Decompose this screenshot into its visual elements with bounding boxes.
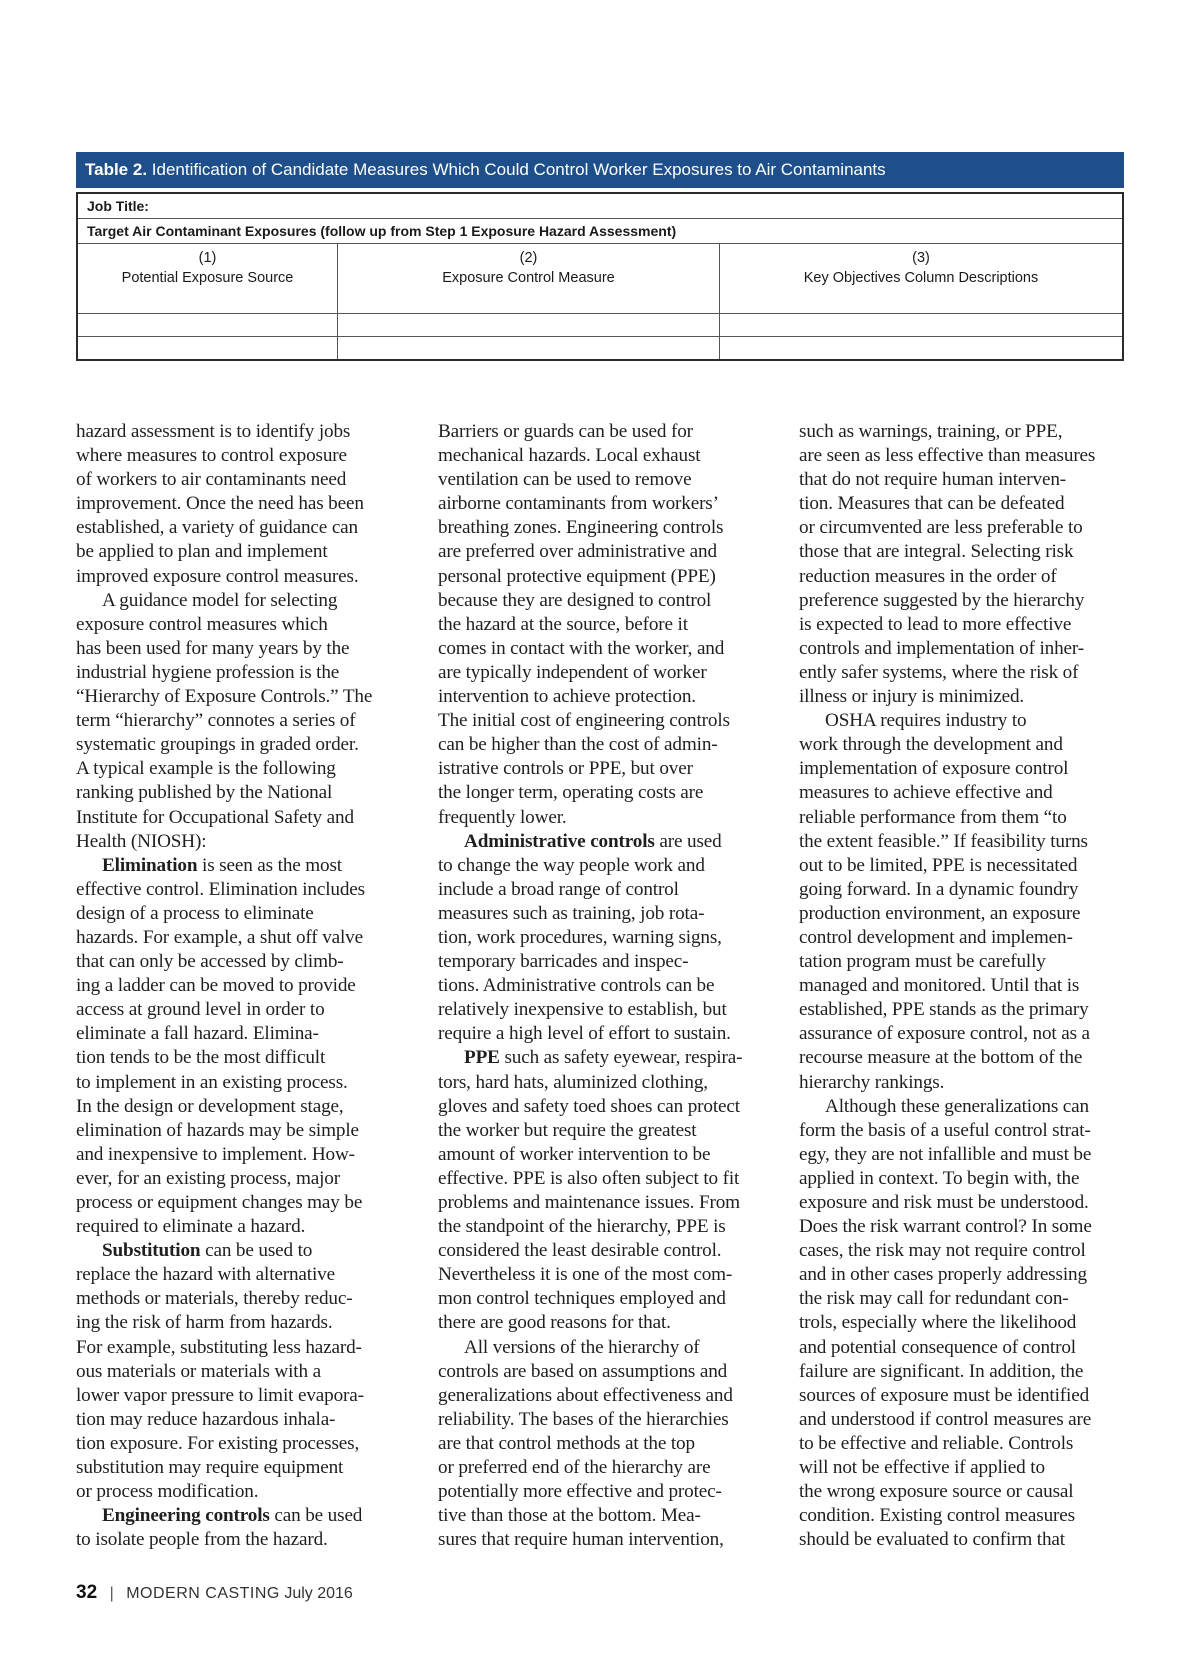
text-line: sures that require human intervention, <box>438 1529 724 1551</box>
text-line: managed and monitored. Until that is <box>799 975 1080 997</box>
text-line: relatively inexpensive to establish, but <box>438 999 727 1021</box>
text-line: trols, especially where the likelihood <box>799 1312 1077 1334</box>
term-substitution: Substitution <box>102 1240 201 1262</box>
table-cell <box>338 337 720 359</box>
text-line: the standpoint of the hierarchy, PPE is <box>438 1216 726 1238</box>
text-line: or preferred end of the hierarchy are <box>438 1457 711 1479</box>
text-line: preference suggested by the hierarchy <box>799 589 1085 611</box>
column-header-3 <box>720 244 1122 313</box>
text-line: breathing zones. Engineering controls <box>438 517 724 539</box>
text-line: are preferred over administrative and <box>438 541 717 563</box>
table-title: Identification of Candidate Measures Which Could Control Worker Exposures to Air Contaminants <box>151 160 886 179</box>
text-line: tive than those at the bottom. Mea- <box>438 1505 701 1527</box>
text-line: the extent feasible.” If feasibility turns <box>799 830 1088 852</box>
text-line: tion. Measures that can be defeated <box>799 493 1065 515</box>
text-line: condition. Existing control measures <box>799 1505 1075 1527</box>
text-line: work through the development and <box>799 734 1063 756</box>
table-2 <box>76 152 1124 361</box>
table-title-bar <box>76 152 1124 188</box>
text-line: amount of worker intervention to be <box>438 1143 711 1165</box>
table-header-row <box>78 244 1122 314</box>
text-line: and potential consequence of control <box>799 1336 1076 1358</box>
text-line: or circumvented are less preferable to <box>799 517 1083 539</box>
text-line <box>438 1046 774 1070</box>
text-line: ous materials or materials with a <box>76 1360 321 1382</box>
text-line <box>438 830 774 854</box>
text-line: reduction measures in the order of <box>799 565 1057 587</box>
text-line: A typical example is the following <box>76 758 336 780</box>
text-line: should be evaluated to confirm that <box>799 1529 1065 1551</box>
text-line: gloves and safety toed shoes can protect <box>438 1095 740 1117</box>
text-line: exposure control measures which <box>76 613 328 635</box>
text-line: comes in contact with the worker, and <box>438 637 725 659</box>
text-line: control development and implemen- <box>799 926 1073 948</box>
text-line: ranking published by the National <box>76 782 333 804</box>
text-line: problems and maintenance issues. From <box>438 1192 740 1213</box>
text-line: temporary barricades and inspec- <box>438 951 689 973</box>
text-line: cases, the risk may not require control <box>799 1240 1086 1262</box>
text-line: has been used for many years by the <box>76 637 350 659</box>
text-line: include a broad range of control <box>438 878 679 900</box>
text-line: improved exposure control measures. <box>76 565 359 587</box>
text-line: and inexpensive to implement. How- <box>76 1143 355 1165</box>
table-cell <box>338 314 720 336</box>
column-header-1 <box>78 244 338 313</box>
text-line: ever, for an existing process, major <box>76 1167 340 1189</box>
table-cell <box>78 337 338 359</box>
text-line: industrial hygiene profession is the <box>76 661 340 683</box>
text-line: Health (NIOSH): <box>76 830 207 852</box>
text-line: is expected to lead to more effective <box>799 613 1072 635</box>
text-column-3 <box>799 420 1135 1552</box>
text-line: “Hierarchy of Exposure Controls.” The <box>76 686 373 708</box>
text-line: process or equipment changes may be <box>76 1192 363 1213</box>
text-line: implementation of exposure control <box>799 758 1069 780</box>
text-line: where measures to control exposure <box>76 445 347 467</box>
text-line: require a high level of effort to sustain. <box>438 1023 731 1045</box>
text-line: Although these generalizations can <box>825 1095 1089 1117</box>
text-line: the risk may call for redundant con- <box>799 1288 1069 1310</box>
text-fragment: can be used <box>269 1505 363 1527</box>
text-line: tors, hard hats, aluminized clothing, <box>438 1071 708 1093</box>
text-line: going forward. In a dynamic foundry <box>799 878 1079 900</box>
text-line: are seen as less effective than measures <box>799 445 1096 467</box>
text-line: required to eliminate a hazard. <box>76 1216 306 1238</box>
text-line: eliminate a fall hazard. Elimina- <box>76 1023 319 1045</box>
text-line: ently safer systems, where the risk of <box>799 661 1079 683</box>
text-line: of workers to air contaminants need <box>76 469 347 491</box>
text-line: out to be limited, PPE is necessitated <box>799 854 1078 876</box>
magazine-name: MODERN CASTING <box>126 1585 280 1602</box>
text-line: illness or injury is minimized. <box>799 686 1025 708</box>
text-line: controls are based on assumptions and <box>438 1360 728 1382</box>
table-row <box>78 314 1122 337</box>
text-line: substitution may require equipment <box>76 1457 344 1479</box>
text-line: controls and implementation of inher- <box>799 637 1084 659</box>
text-line: hierarchy rankings. <box>799 1071 945 1093</box>
text-line: mechanical hazards. Local exhaust <box>438 445 701 467</box>
text-line: that can only be accessed by climb- <box>76 951 344 973</box>
text-line: tion may reduce hazardous inhala- <box>76 1408 336 1430</box>
text-line: istrative controls or PPE, but over <box>438 758 693 780</box>
term-ppe: PPE <box>464 1047 500 1069</box>
text-line: All versions of the hierarchy of <box>464 1336 700 1358</box>
text-line: will not be effective if applied to <box>799 1457 1045 1479</box>
text-line: hazards. For example, a shut off valve <box>76 926 363 948</box>
text-line: the longer term, operating costs are <box>438 782 704 804</box>
exposure-control-table <box>76 192 1124 361</box>
text-line: design of a process to eliminate <box>76 902 314 924</box>
text-line: term “hierarchy” connotes a series of <box>76 710 356 732</box>
column-header-2 <box>338 244 720 313</box>
term-engineering-controls: Engineering controls <box>102 1505 270 1527</box>
text-line: measures to achieve effective and <box>799 782 1053 804</box>
text-line: hazard assessment is to identify jobs <box>76 421 351 442</box>
text-fragment: can be used to <box>200 1240 313 1262</box>
table-row <box>78 337 1122 359</box>
text-line: effective. PPE is also often subject to fit <box>438 1167 740 1189</box>
text-line: methods or materials, thereby reduc- <box>76 1288 353 1310</box>
term-elimination: Elimination <box>102 854 198 876</box>
text-line: measures such as training, job rota- <box>438 902 705 924</box>
text-line: ing the risk of harm from hazards. <box>76 1312 333 1334</box>
text-line: potentially more effective and protec- <box>438 1481 722 1503</box>
text-line: and understood if control measures are <box>799 1408 1092 1430</box>
text-line: mon control techniques employed and <box>438 1288 726 1310</box>
text-line: established, a variety of guidance can <box>76 517 358 539</box>
text-line: considered the least desirable control. <box>438 1240 722 1262</box>
text-line: frequently lower. <box>438 806 567 828</box>
text-line: tation program must be carefully <box>799 951 1046 973</box>
column-number: (2) <box>519 250 538 266</box>
text-line: intervention to achieve protection. <box>438 686 696 708</box>
text-line: and in other cases properly addressing <box>799 1264 1087 1286</box>
text-line: egy, they are not infallible and must be <box>799 1143 1092 1165</box>
text-line: or process modification. <box>76 1481 259 1503</box>
text-line: elimination of hazards may be simple <box>76 1119 359 1141</box>
page-number: 32 <box>76 1582 98 1603</box>
text-line: those that are integral. Selecting risk <box>799 541 1074 563</box>
text-line: tions. Administrative controls can be <box>438 975 715 997</box>
target-exposures-row: Target Air Contaminant Exposures (follow up from Step 1 Exposure Hazard Assessment) <box>78 219 1122 244</box>
column-label: Potential Exposure Source <box>121 270 294 286</box>
text-line: improvement. Once the need has been <box>76 493 364 515</box>
text-line: access at ground level in order to <box>76 999 325 1021</box>
text-line: are typically independent of worker <box>438 661 707 683</box>
text-column-1 <box>76 420 412 1552</box>
column-label: Key Objectives Column Descriptions <box>803 270 1039 286</box>
text-line: established, PPE stands as the primary <box>799 999 1089 1021</box>
text-line: such as warnings, training, or PPE, <box>799 421 1063 442</box>
text-line: recourse measure at the bottom of the <box>799 1047 1083 1069</box>
page-footer <box>76 1582 353 1604</box>
text-line: The initial cost of engineering controls <box>438 710 730 732</box>
table-label: Table 2. <box>85 160 148 179</box>
issue-date: July 2016 <box>284 1585 353 1602</box>
table-cell <box>78 314 338 336</box>
text-fragment: is seen as the most <box>197 854 342 876</box>
text-line: reliable performance from them “to <box>799 806 1067 828</box>
job-title-row: Job Title: <box>78 194 1122 219</box>
text-line: ventilation can be used to remove <box>438 469 692 491</box>
text-line: to change the way people work and <box>438 854 705 876</box>
text-line: Institute for Occupational Safety and <box>76 806 354 828</box>
text-fragment: are used <box>654 830 722 852</box>
text-line: reliability. The bases of the hierarchies <box>438 1408 729 1430</box>
text-line: be applied to plan and implement <box>76 541 328 563</box>
text-column-2 <box>438 420 774 1552</box>
text-line: the worker but require the greatest <box>438 1119 697 1141</box>
text-fragment: such as safety eyewear, respira- <box>499 1047 743 1069</box>
text-line: failure are significant. In addition, the <box>799 1360 1084 1382</box>
text-line: Does the risk warrant control? In some <box>799 1216 1092 1238</box>
text-line <box>76 854 412 878</box>
text-line <box>76 1239 412 1263</box>
text-line: systematic groupings in graded order. <box>76 734 359 756</box>
text-line: replace the hazard with alternative <box>76 1264 335 1286</box>
text-line: can be higher than the cost of admin- <box>438 734 718 756</box>
text-line: airborne contaminants from workers’ <box>438 493 719 515</box>
text-line: to isolate people from the hazard. <box>76 1529 328 1551</box>
text-line: personal protective equipment (PPE) <box>438 565 716 587</box>
table-cell <box>720 314 1122 336</box>
text-line: A guidance model for selecting <box>102 589 338 611</box>
text-line: Barriers or guards can be used for <box>438 421 693 442</box>
text-line: For example, substituting less hazard- <box>76 1336 362 1358</box>
text-line <box>76 1504 412 1528</box>
text-line: sources of exposure must be identified <box>799 1384 1090 1406</box>
text-line: effective control. Elimination includes <box>76 878 365 900</box>
text-line: form the basis of a useful control strat- <box>799 1119 1091 1141</box>
text-line: tion tends to be the most difficult <box>76 1047 326 1069</box>
text-line: OSHA requires industry to <box>825 710 1027 732</box>
column-label: Exposure Control Measure <box>442 270 615 286</box>
text-line: exposure and risk must be understood. <box>799 1192 1089 1213</box>
text-line: because they are designed to control <box>438 589 712 611</box>
text-line: to implement in an existing process. <box>76 1071 348 1093</box>
text-line: tion, work procedures, warning signs, <box>438 926 722 948</box>
column-number: (1) <box>198 250 217 266</box>
table-cell <box>720 337 1122 359</box>
text-line: ing a ladder can be moved to provide <box>76 975 356 997</box>
text-line: In the design or development stage, <box>76 1095 344 1117</box>
text-line: production environment, an exposure <box>799 902 1081 924</box>
text-line: that do not require human interven- <box>799 469 1067 491</box>
text-line: the wrong exposure source or causal <box>799 1481 1074 1503</box>
text-line: applied in context. To begin with, the <box>799 1167 1080 1189</box>
term-administrative-controls: Administrative controls <box>464 830 655 852</box>
column-number: (3) <box>912 250 930 266</box>
text-line: lower vapor pressure to limit evapora- <box>76 1384 364 1406</box>
text-line: Nevertheless it is one of the most com- <box>438 1264 733 1286</box>
text-line: are that control methods at the top <box>438 1432 695 1454</box>
footer-separator: | <box>109 1585 114 1602</box>
text-line: the hazard at the source, before it <box>438 613 688 635</box>
text-line: to be effective and reliable. Controls <box>799 1432 1074 1454</box>
text-line: there are good reasons for that. <box>438 1312 671 1334</box>
text-line: generalizations about effectiveness and <box>438 1384 733 1406</box>
text-line: assurance of exposure control, not as a <box>799 1023 1090 1045</box>
text-line: tion exposure. For existing processes, <box>76 1432 360 1454</box>
